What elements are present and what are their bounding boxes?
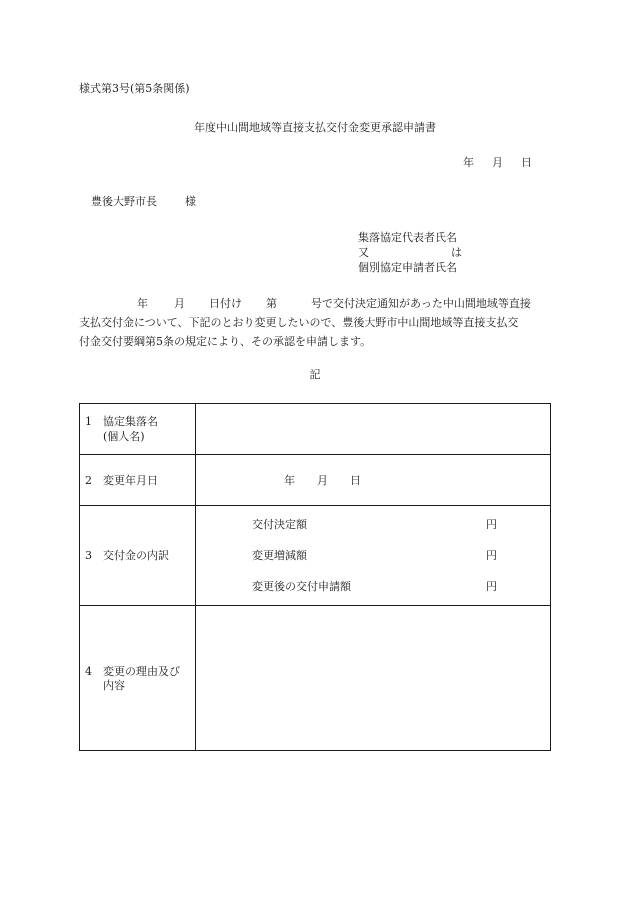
applicant-representative-label: 集落協定代表者氏名 bbox=[358, 231, 457, 244]
row1-label-cell bbox=[80, 404, 196, 455]
detail-table bbox=[79, 403, 551, 751]
change-date-year: 年 bbox=[284, 473, 295, 487]
body-line-2: 支払交付金について、下記のとおり変更したいので、豊後大野市中山間地域等直接支払交 bbox=[79, 316, 519, 329]
row4-label: 変更の理由及び bbox=[103, 664, 180, 678]
row3-number: 3 bbox=[85, 549, 92, 562]
application-date bbox=[463, 157, 532, 168]
row1-sublabel: (個人名) bbox=[103, 430, 145, 443]
applicant-or-right: は bbox=[451, 246, 462, 259]
change-date-month: 月 bbox=[317, 473, 328, 487]
date-day: 日 bbox=[521, 156, 532, 169]
row4-label-cell bbox=[80, 606, 196, 751]
date-month: 月 bbox=[492, 156, 503, 169]
amount-decided-unit: 円 bbox=[486, 518, 497, 531]
row2-label-cell bbox=[80, 455, 196, 506]
amount-after-label: 変更後の交付申請額 bbox=[252, 580, 351, 593]
table-row bbox=[80, 455, 551, 506]
row4-sublabel: 内容 bbox=[103, 678, 125, 692]
amount-row-decided[interactable] bbox=[252, 509, 497, 540]
body-line-3: 付金交付要綱第5条の規定により、その承認を申請します。 bbox=[79, 335, 372, 348]
row1-number: 1 bbox=[85, 415, 92, 428]
amount-row-after[interactable] bbox=[252, 571, 497, 602]
amount-after-unit: 円 bbox=[486, 580, 497, 593]
amount-decided-label: 交付決定額 bbox=[252, 518, 307, 531]
addressee-name: 豊後大野市長 bbox=[91, 195, 157, 208]
row1-value-cell[interactable] bbox=[196, 404, 551, 455]
row1-label: 協定集落名 bbox=[103, 415, 158, 428]
body-year: 年 bbox=[137, 297, 148, 310]
form-number: 様式第3号(第5条関係) bbox=[79, 82, 190, 95]
body-number-prefix: 第 bbox=[266, 297, 277, 310]
amount-row-change[interactable] bbox=[252, 540, 497, 571]
row4-value-cell[interactable] bbox=[196, 606, 551, 751]
table-row bbox=[80, 506, 551, 606]
applicant-block bbox=[358, 230, 462, 275]
amount-change-unit: 円 bbox=[486, 549, 497, 562]
ki-heading: 記 bbox=[309, 368, 321, 381]
body-month: 月 bbox=[174, 297, 185, 310]
body-day-suffix: 日付け bbox=[209, 297, 242, 310]
amount-change-label: 変更増減額 bbox=[252, 549, 307, 562]
row2-number: 2 bbox=[85, 473, 92, 487]
row3-label: 交付金の内訳 bbox=[103, 549, 169, 562]
row2-label: 変更年月日 bbox=[103, 473, 158, 487]
addressee bbox=[91, 196, 196, 207]
row3-label-cell bbox=[80, 506, 196, 606]
row4-number: 4 bbox=[85, 664, 92, 678]
row3-value-cell bbox=[196, 506, 551, 606]
applicant-or-line bbox=[358, 245, 462, 260]
body-paragraph bbox=[79, 294, 531, 351]
change-date-day: 日 bbox=[350, 473, 361, 487]
applicant-individual-label: 個別協定申請者氏名 bbox=[358, 261, 457, 274]
body-line-1 bbox=[79, 294, 531, 313]
table-row bbox=[80, 606, 551, 751]
addressee-honorific: 様 bbox=[185, 195, 196, 208]
date-year: 年 bbox=[463, 156, 474, 169]
row2-value-cell[interactable] bbox=[196, 455, 551, 506]
form-title: 年度中山間地域等直接支払交付金変更承認申請書 bbox=[194, 121, 436, 134]
applicant-or-left: 又 bbox=[358, 246, 369, 259]
table-row bbox=[80, 404, 551, 455]
body-line1-rest: 号で交付決定通知があった中山間地域等直接 bbox=[311, 297, 531, 310]
